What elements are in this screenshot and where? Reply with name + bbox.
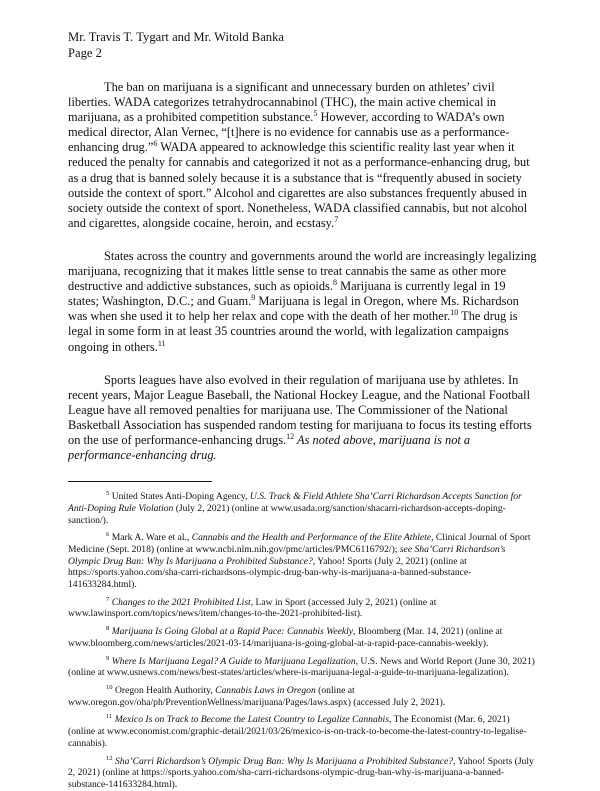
footnote-11: $^{11}$ Mexico Is on Track to Become the Latest Country to Legalize Cannabis, The Economist (Mar. 6, 2021) (online at www.economist.com/graphic-detail/2021/03/26/mexico-is-on-track-to-become-the-latest-country-to-legalise-cannabis). xyxy=(68,713,527,749)
footnote-separator xyxy=(68,481,212,482)
paragraph-wada-ban: The ban on marijuana is a significant and unnecessary burden on athletes’ civil liberties. WADA categorizes tetrahydrocannabinol (THC), the main active chemical in marijuana, as a prohibited competition substance.$^5$ However, according to WADA’s own medical director, Alan Vernec, “[t]here is no evidence for cannabis use as a performance-enhancing drug.”$^6$ WADA appeared to acknowledge this scientific reality last year when it reduced the penalty for cannabis and categorized it not as a performance-enhancing drug, but as a drug that is banned solely because it is a substance that is “frequently abused in society outside the context of sport.” Alcohol and cigarettes are also substances frequently abused in society outside the context of sport. Nonetheless, WADA classified cannabis, but not alcohol and cigarettes, alongside cocaine, heroin, and ecstasy.$^7$ xyxy=(68,80,530,230)
footnote-ref-10[interactable]: 10 xyxy=(450,308,459,318)
footnote-9: $^9$ Where Is Marijuana Legal? A Guide to Marijuana Legalization, U.S. News and World Report (June 30, 2021) (online at www.usnews.com/news/best-states/articles/where-is-marijuana-legal-a-guide-to-marijuana-legalization). xyxy=(68,654,535,679)
paragraph-sports-leagues: Sports leagues have also evolved in their regulation of marijuana use by athletes. In recent years, Major League Baseball, the National Hockey League, and the National Football League have all removed penalties for marijuana use. The Commissioner of the National Basketball Association has suspended random testing for marijuana to focus its testing efforts on the use of performance-enhancing drugs.$^{12}$ As noted above, marijuana is not a performance-enhancing drug. xyxy=(68,372,532,463)
footnote-ref-5[interactable]: 5 xyxy=(313,109,318,119)
page-number: Page 2 xyxy=(68,45,102,60)
footnote-7: $^7$ Changes to the 2021 Prohibited List, Law in Sport (accessed July 2, 2021) (online at www.lawinsport.com/topics/news/item/changes-to-the-2021-prohibited-list). xyxy=(68,595,437,620)
footnote-ref-11[interactable]: 11 xyxy=(157,338,166,348)
footnote-6: $^6$ Mark A. Ware et al., Cannabis and the Health and Performance of the Elite Athlete, Clinical Journal of Sport Medicine (Sept. 2018) (online at www.ncbi.nlm.nih.gov/pmc/articles/PMC6116792/); see Sha’Carri Richardson’s Olympic Drug Ban: Why Is Marijuana a Prohibited Substance?, Yahoo! Sports (July 2, 2021) (online at https://sports.yahoo.com/sha-carri-richardsons-olympic-drug-ban-why-is-marijuana-a-banned-substance-141633284.html). xyxy=(68,531,531,591)
paragraph-legalization: States across the country and governments around the world are increasingly legalizing marijuana, recognizing that it makes little sense to treat cannabis the same as other more destructive and addictive substances, such as opioids.$^8$ Marijuana is currently legal in 19 states; Washington, D.C.; and Guam.$^9$ Marijuana is legal in Oregon, where Ms. Richardson was when she used it to help her relax and cope with the death of her mother.$^{10}$ The drug is legal in some form in at least 35 countries around the world, with legalization campaigns ongoing in others.$^{11}$ xyxy=(68,248,537,354)
footnote-5: $^5$ United States Anti-Doping Agency, U.S. Track & Field Athlete Sha’Carri Richardson Accepts Sanction for Anti-Doping Rule Violation (July 2, 2021) (online at www.usada.org/sanction/shacarri-richardson-accepts-doping-sanction/). xyxy=(68,489,522,526)
footnote-12: $^{12}$ Sha’Carri Richardson’s Olympic Drug Ban: Why Is Marijuana a Prohibited Substance?, Yahoo! Sports (July 2, 2021) (online at https://sports.yahoo.com/sha-carri-richardsons-olympic-drug-ban-why-is-marijuana-a-banned-substance-141633284.html). xyxy=(68,754,534,790)
footnote-8: $^8$ Marijuana Is Going Global at a Rapid Pace: Cannabis Weekly, Bloomberg (Mar. 14, 2021) (online at www.bloomberg.com/news/articles/2021-03-14/marijuana-is-going-global-at-a-rapid-pace-cannabis-weekly). xyxy=(68,625,503,649)
footnote-ref-9[interactable]: 9 xyxy=(251,293,256,303)
recipients-line: Mr. Travis T. Tygart and Mr. Witold Banka xyxy=(68,30,284,44)
footnote-ref-6[interactable]: 6 xyxy=(153,139,158,149)
footnote-ref-8[interactable]: 8 xyxy=(332,278,337,287)
footnote-ref-7[interactable]: 7 xyxy=(334,214,339,224)
footnote-10: $^{10}$ Oregon Health Authority, Cannabis Laws in Oregon (online at www.oregon.gov/oha/ph/PreventionWellness/marijuana/Pages/laws.aspx) (accessed July 2, 2021). xyxy=(68,683,446,708)
footnote-ref-12[interactable]: 12 xyxy=(286,431,295,441)
letter-header xyxy=(68,30,538,61)
